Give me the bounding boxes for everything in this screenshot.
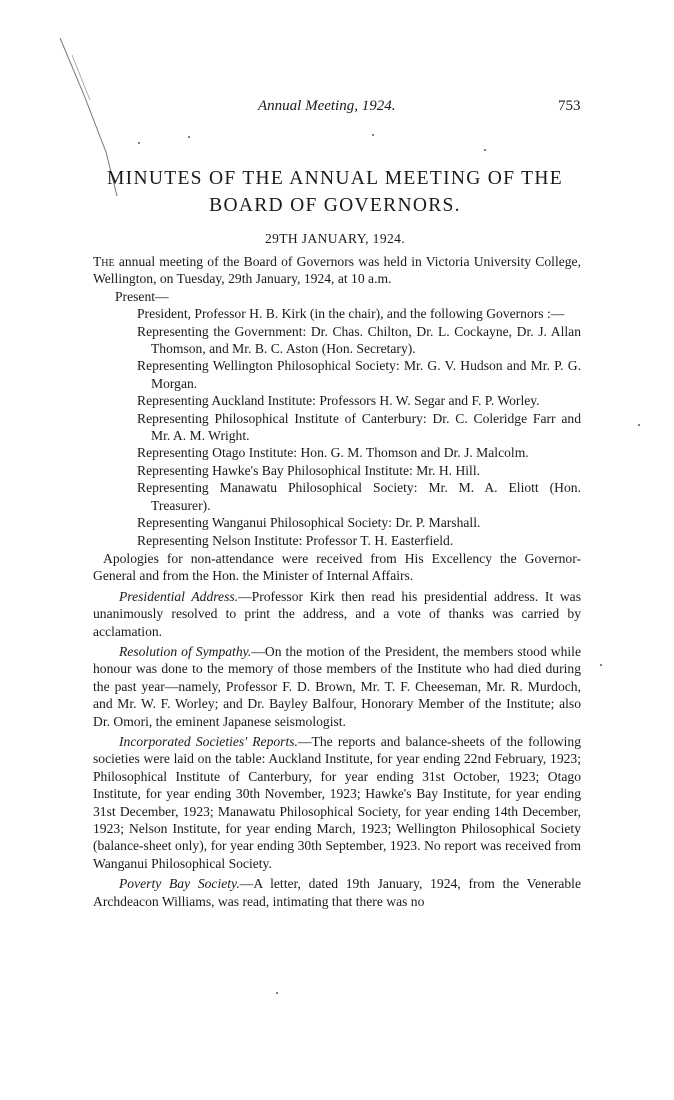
meeting-date: 29TH JANUARY, 1924.: [264, 231, 406, 246]
present-item: Representing Wellington Philosophical Society: Mr. G. V. Hudson and Mr. P. G. Morgan.: [137, 358, 581, 391]
present-heading: Present—: [115, 288, 169, 304]
section-heading: Incorporated Societies' Reports.: [119, 733, 298, 749]
running-head: [0, 98, 674, 120]
speck: [138, 142, 140, 144]
opening-paragraph: [93, 253, 581, 288]
present-item: Representing the Government: Dr. Chas. Chilton, Dr. L. Cockayne, Dr. J. Allan Thomson, and Mr. B. C. Aston (Hon. Secretary).: [137, 323, 581, 357]
societies-reports-paragraph: [93, 733, 581, 872]
speck: [188, 136, 190, 138]
section-heading: Presidential Address.: [119, 588, 239, 604]
present-item: Representing Otago Institute: Hon. G. M. Thomson and Dr. J. Malcolm.: [137, 445, 529, 461]
speck: [638, 424, 640, 426]
present-item: Representing Auckland Institute: Professors H. W. Segar and F. P. Worley.: [137, 393, 540, 409]
section-text: —A letter, dated 19th January, 1924, from the Venerable Archdeacon Williams, was read, intimating that there was no: [93, 876, 581, 909]
running-title: Annual Meeting, 1924.: [258, 98, 396, 114]
section-text: —Professor Kirk then read his presidential address. It was unanimously resolved to print the address, and a vote of thanks was carried by acclamation.: [93, 588, 582, 639]
present-item: Representing Philosophical Institute of Canterbury: Dr. C. Coleridge Farr and Mr. A. M. Wright.: [137, 410, 581, 444]
section-heading: Poverty Bay Society.: [119, 876, 240, 892]
present-item: Representing Wanganui Philosophical Society: Dr. P. Marshall.: [137, 515, 481, 531]
present-item: Representing Hawke's Bay Philosophical Institute: Mr. H. Hill.: [137, 462, 481, 478]
speck: [372, 134, 374, 136]
present-item: President, Professor H. B. Kirk (in the chair), and the following Governors :—: [137, 306, 565, 322]
page-title: [100, 165, 570, 219]
presidential-address-paragraph: [93, 588, 581, 640]
speck: [276, 992, 278, 994]
resolution-of-sympathy-paragraph: [93, 643, 581, 730]
poverty-bay-paragraph: [93, 875, 581, 910]
section-text: —The reports and balance-sheets of the following societies were laid on the table: Auckland Institute, for year ending 22nd February, 1923; Philosophical Institute of Canterbury, for year ending 31st October, 1923; Otago Institute, for year ending 30th November, 1923; Hawke's Bay Institute, for year ending 31st December, 1923; Manawatu Philosophical Society, for year ending 14th December, 1923; Nelson Institute, for year ending March, 1923; Wellington Philosophical Society (balance-sheet only), for year ending 30th September, 1923. No report was received from Wanganui Philosophical Society.: [93, 733, 581, 871]
apologies-paragraph: Apologies for non-attendance were received from His Excellency the Governor-General and from the Hon. the Minister of Internal Affairs.: [93, 550, 581, 584]
opening-lead: The: [93, 254, 115, 269]
present-item: Representing Manawatu Philosophical Society: Mr. M. A. Eliott (Hon. Treasurer).: [137, 480, 581, 513]
present-item: Representing Nelson Institute: Professor T. H. Easterfield.: [137, 532, 454, 548]
title-line-1: MINUTES OF THE ANNUAL MEETING OF THE: [107, 168, 563, 189]
speck: [600, 664, 602, 666]
section-text: —On the motion of the President, the members stood while honour was done to the memory of those members of the Institute who had died during the past year—namely, Professor F. D. Brown, Mr. T. F. Cheeseman, Mr. R. Murdoch, and Mr. W. F. Worley; and Dr. Bayley Balfour, Honorary Member of the Institute; also Dr. Omori, the eminent Japanese seismologist.: [93, 643, 581, 729]
title-line-2: BOARD OF GOVERNORS.: [209, 195, 461, 216]
body-text: [93, 253, 581, 910]
page-number: 753: [558, 98, 581, 114]
opening-text: annual meeting of the Board of Governors was held in Victoria University College, Wellington, on Tuesday, 29th January, 1924, at 10 a.m.: [93, 254, 581, 287]
section-heading: Resolution of Sympathy.: [119, 643, 252, 659]
speck: [484, 149, 486, 151]
